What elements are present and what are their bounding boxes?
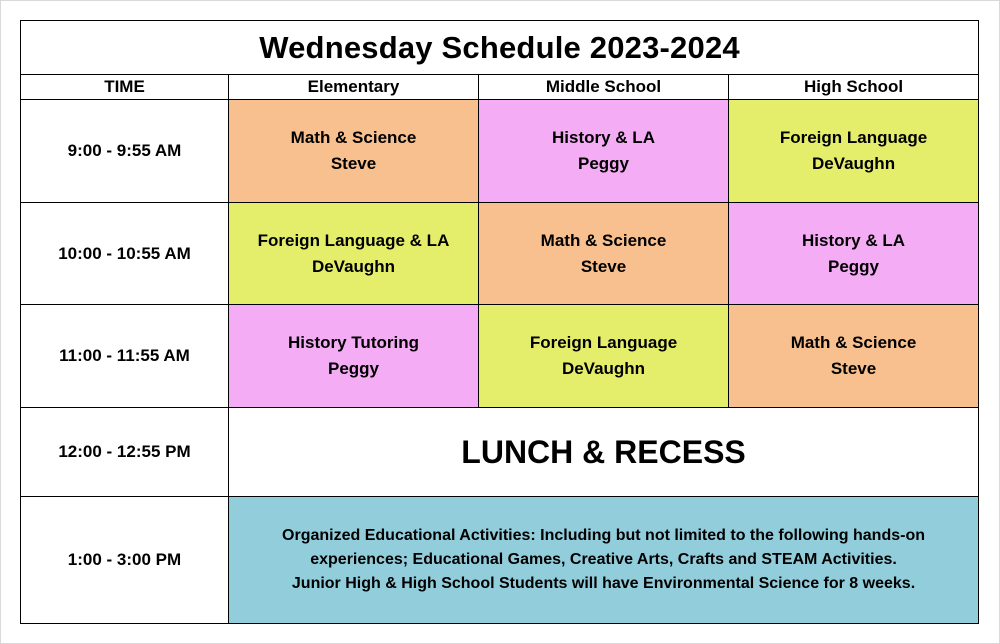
class-teacher: DeVaughn — [311, 256, 396, 276]
class-cell-elementary — [229, 305, 479, 408]
class-cell-high — [729, 305, 979, 408]
class-cell-middle — [479, 202, 729, 305]
class-teacher: Peggy — [577, 154, 630, 174]
class-cell-middle — [479, 305, 729, 408]
class-subject: Math & Science — [790, 333, 917, 353]
class-subject: History & LA — [552, 128, 655, 148]
class-subject: Foreign Language — [779, 128, 928, 148]
header-time: TIME — [21, 75, 229, 100]
header-high-school: High School — [729, 75, 979, 100]
lunch-row — [21, 407, 979, 496]
class-cell-elementary — [229, 202, 479, 305]
class-teacher: DeVaughn — [561, 359, 646, 379]
activities-row — [21, 497, 979, 624]
class-subject: History & LA — [802, 230, 905, 250]
class-teacher: Peggy — [828, 256, 880, 276]
class-subject: Math & Science — [540, 230, 667, 250]
schedule-row — [21, 305, 979, 408]
time-slot: 10:00 - 10:55 AM — [21, 202, 229, 305]
activities-line: Junior High & High School Students will have Environmental Science for 8 weeks. — [291, 575, 916, 593]
time-slot: 1:00 - 3:00 PM — [21, 497, 229, 624]
time-slot: 11:00 - 11:55 AM — [21, 305, 229, 408]
class-cell-elementary — [229, 100, 479, 203]
header-elementary: Elementary — [229, 75, 479, 100]
time-slot: 9:00 - 9:55 AM — [21, 100, 229, 203]
schedule-row — [21, 100, 979, 203]
class-subject: Foreign Language & LA — [257, 230, 450, 250]
activities-line: Organized Educational Activities: Including but not limited to the following hands-on — [282, 527, 925, 545]
activities-description — [229, 497, 979, 624]
class-cell-high — [729, 100, 979, 203]
schedule-title: Wednesday Schedule 2023-2024 — [21, 21, 979, 75]
lunch-recess-label: LUNCH & RECESS — [229, 407, 979, 496]
activities-line: experiences; Educational Games, Creative Arts, Crafts and STEAM Activities. — [310, 551, 897, 569]
time-slot: 12:00 - 12:55 PM — [21, 407, 229, 496]
class-subject: History Tutoring — [288, 333, 419, 353]
class-teacher: Peggy — [327, 359, 380, 379]
class-subject: Foreign Language — [529, 333, 678, 353]
class-cell-middle — [479, 100, 729, 203]
class-teacher: Steve — [330, 154, 377, 174]
schedule-row — [21, 202, 979, 305]
schedule-table — [20, 20, 979, 624]
class-teacher: DeVaughn — [811, 154, 896, 174]
class-subject: Math & Science — [290, 128, 417, 148]
class-cell-high — [729, 202, 979, 305]
class-teacher: Steve — [830, 359, 877, 379]
class-teacher: Steve — [580, 256, 627, 276]
header-middle-school: Middle School — [479, 75, 729, 100]
